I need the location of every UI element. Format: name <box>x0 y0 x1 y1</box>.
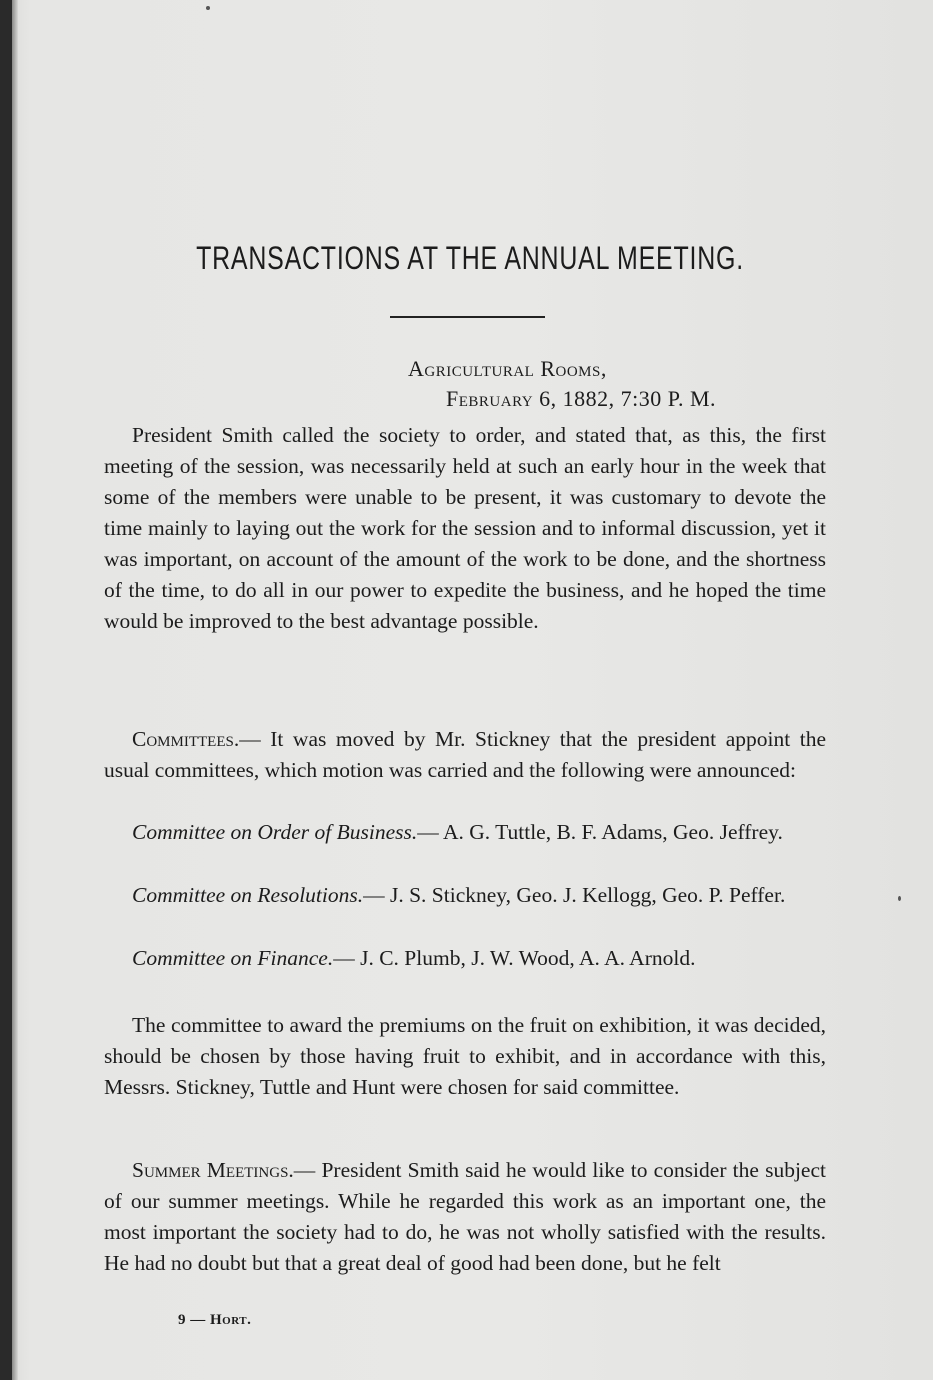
dateline-place: Agricultural Rooms, <box>408 356 607 381</box>
committees-paragraph <box>104 724 826 786</box>
dateline-date: February 6, 1882, 7:30 P. M. <box>446 386 717 411</box>
opening-paragraph: President Smith called the society to order, and stated that, as this, the first meeting of the session, was necessarily held at such an early hour in the week that some of the members were unable to be present, it was customary to devote the time mainly to laying out the work for the session and to informal discussion, yet it was important, on account of the amount of the work to be done, and the shortness of the time, to do all in our power to expedite the business, and he hoped the time would be improved to the best advantage possible. <box>104 423 826 633</box>
committees-heading: Committees. <box>132 727 240 751</box>
signature-mark <box>178 1312 251 1329</box>
premiums-paragraph: The committee to award the premiums on the fruit on exhibition, it was decided, should be chosen by those having fruit to exhibit, and in accordance with this, Messrs. Stickney, Tuttle and Hunt were chosen for said committee. <box>104 1013 826 1099</box>
order-committee-members: — A. G. Tuttle, B. F. Adams, Geo. Jeffrey. <box>417 820 783 844</box>
finance-committee-label: Committee on Finance. <box>132 946 334 970</box>
signature-number: 9 — <box>178 1312 206 1328</box>
order-committee-label: Committee on Order of Business. <box>132 820 418 844</box>
summer-meetings-text: — President Smith said he would like to consider the subject of our summer meetings. While he regarded this work as an important one, the most important the society had to do, he was not wholly satisfied with the results. He had no doubt but that a great deal of good had been done, but he felt <box>104 1158 826 1275</box>
title-rule <box>390 316 545 318</box>
page-title: TRANSACTIONS AT THE ANNUAL MEETING. <box>196 240 744 276</box>
book-binding-shadow <box>0 0 12 1380</box>
resolutions-committee-members: — J. S. Stickney, Geo. J. Kellogg, Geo. P. Peffer. <box>363 883 786 907</box>
scan-speck <box>898 896 901 901</box>
signature-label: Hort. <box>210 1312 252 1328</box>
resolutions-committee-label: Committee on Resolutions. <box>132 883 364 907</box>
finance-committee-paragraph <box>104 943 826 974</box>
finance-committee-members: — J. C. Plumb, J. W. Wood, A. A. Arnold. <box>333 946 696 970</box>
binding-edge <box>12 0 18 1380</box>
committees-text: — It was moved by Mr. Stickney that the president appoint the usual committees, which motion was carried and the following were announced: <box>104 727 826 782</box>
order-committee-paragraph <box>104 817 826 848</box>
scan-speck <box>206 6 210 10</box>
summer-meetings-paragraph <box>104 1155 826 1279</box>
summer-meetings-heading: Summer Meetings. <box>132 1158 294 1182</box>
resolutions-committee-paragraph <box>104 880 826 911</box>
